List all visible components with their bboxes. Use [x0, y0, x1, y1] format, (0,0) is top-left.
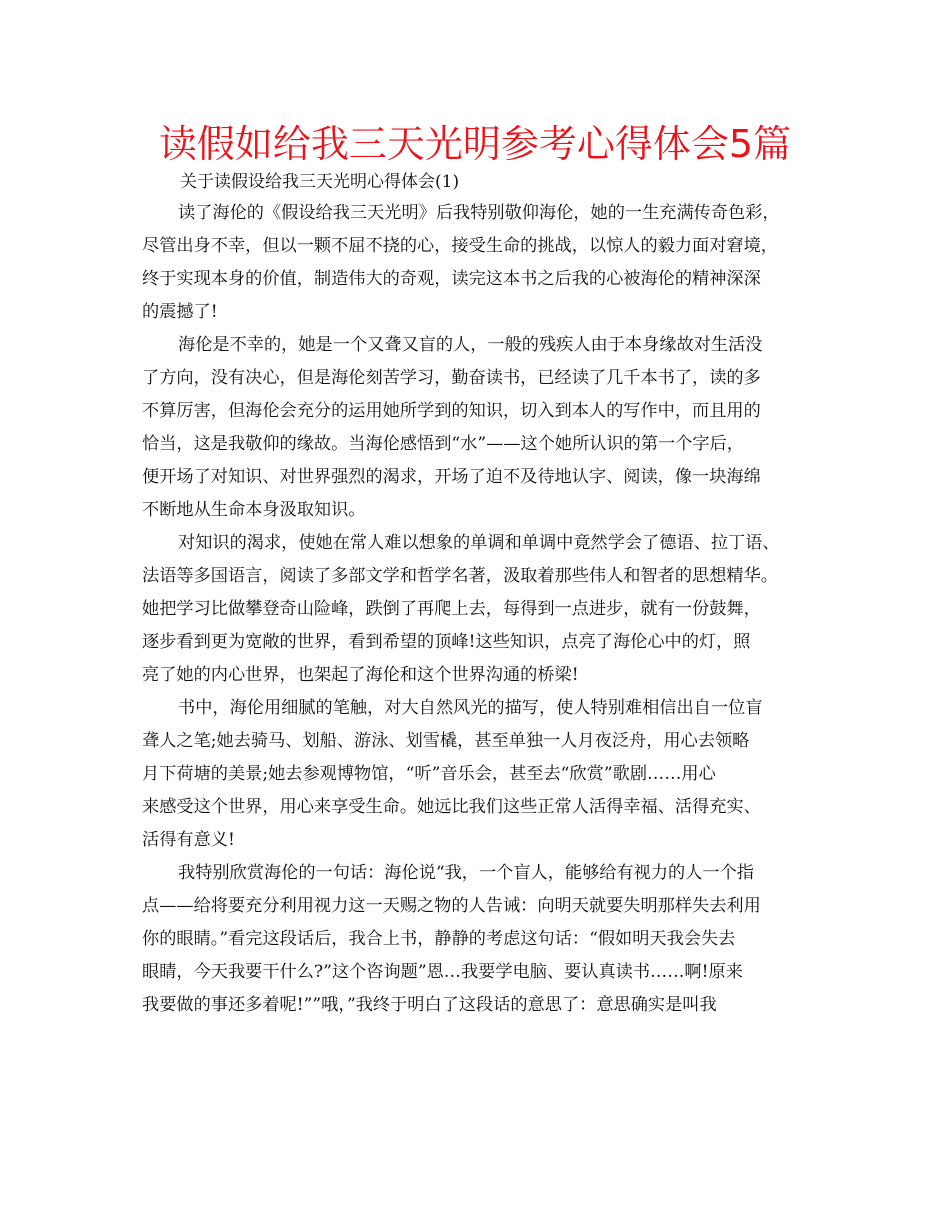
paragraph-line: 不断地从生命本身汲取知识。 — [142, 500, 366, 520]
paragraph-line: 点——给将要充分利用视力这一天赐之物的人告诫：向明天就要失明那样失去利用 — [142, 896, 761, 916]
paragraph — [142, 692, 822, 857]
paragraph-line: 法语等多国语言，阅读了多部文学和哲学名著，汲取着那些伟人和智者的思想精华。 — [142, 566, 778, 586]
paragraph — [142, 197, 822, 329]
paragraph-line: 来感受这个世界，用心来享受生命。她远比我们这些正常人活得幸福、活得充实、 — [142, 797, 761, 817]
paragraph-line: 书中，海伦用细腻的笔触，对大自然风光的描写，使人特别难相信出自一位盲 — [178, 698, 763, 718]
paragraph-line: 便开场了对知识、对世界强烈的渴求，开场了迫不及待地认字、阅读，像一块海绵 — [142, 467, 761, 487]
document-subtitle: 关于读假设给我三天光明心得体会(1) — [180, 172, 460, 192]
paragraph-line: 对知识的渴求，使她在常人难以想象的单调和单调中竟然学会了德语、拉丁语、 — [178, 533, 780, 553]
paragraph-line: 的震撼了! — [142, 302, 218, 322]
paragraph-line: 活得有意义! — [142, 830, 235, 850]
paragraph-line: 不算厉害，但海伦会充分的运用她所学到的知识，切入到本人的写作中，而且用的 — [142, 401, 761, 421]
paragraph-line: 恰当，这是我敬仰的缘故。当海伦感悟到“水”——这个她所认识的第一个字后， — [142, 434, 744, 454]
paragraph — [142, 857, 822, 1022]
paragraph-line: 了方向，没有决心，但是海伦刻苦学习，勤奋读书，已经读了几千本书了，读的多 — [142, 368, 761, 388]
document-body — [142, 197, 822, 1022]
paragraph-line: 你的眼睛。”看完这段话后，我合上书，静静的考虑这句话：“假如明天我会失去 — [142, 929, 736, 949]
paragraph-line: 读了海伦的《假设给我三天光明》后我特别敬仰海伦，她的一生充满传奇色彩， — [178, 203, 780, 223]
paragraph-line: 亮了她的内心世界，也架起了海伦和这个世界沟通的桥梁! — [142, 665, 579, 685]
paragraph-line: 我要做的事还多着呢!””哦，”我终于明白了这段话的意思了：意思确实是叫我 — [142, 995, 717, 1015]
paragraph-line: 我特别欣赏海伦的一句话：海伦说“我，一个盲人，能够给有视力的人一个指 — [178, 863, 754, 883]
paragraph-line: 聋人之笔;她去骑马、划船、游泳、划雪橇，甚至单独一人月夜泛舟，用心去领略 — [142, 731, 750, 751]
paragraph-line: 尽管出身不幸，但以一颗不屈不挠的心，接受生命的挑战，以惊人的毅力面对窘境， — [142, 236, 778, 256]
paragraph-line: 海伦是不幸的，她是一个又聋又盲的人，一般的残疾人由于本身缘故对生活没 — [178, 335, 763, 355]
paragraph — [142, 329, 822, 527]
paragraph-line: 终于实现本身的价值，制造伟大的奇观，读完这本书之后我的心被海伦的精神深深 — [142, 269, 761, 289]
paragraph-line: 月下荷塘的美景;她去参观博物馆，“听”音乐会，甚至去“欣赏”歌剧……用心 — [142, 764, 716, 784]
paragraph-line: 眼睛，今天我要干什么?”这个咨询题”恩…我要学电脑、要认真读书……啊!原来 — [142, 962, 743, 982]
paragraph-line: 逐步看到更为宽敞的世界，看到希望的顶峰!这些知识，点亮了海伦心中的灯，照 — [142, 632, 751, 652]
paragraph-line: 她把学习比做攀登奇山险峰，跌倒了再爬上去，每得到一点进步，就有一份鼓舞， — [142, 599, 761, 619]
paragraph — [142, 527, 822, 692]
document-title: 读假如给我三天光明参考心得体会5篇 — [158, 122, 792, 166]
